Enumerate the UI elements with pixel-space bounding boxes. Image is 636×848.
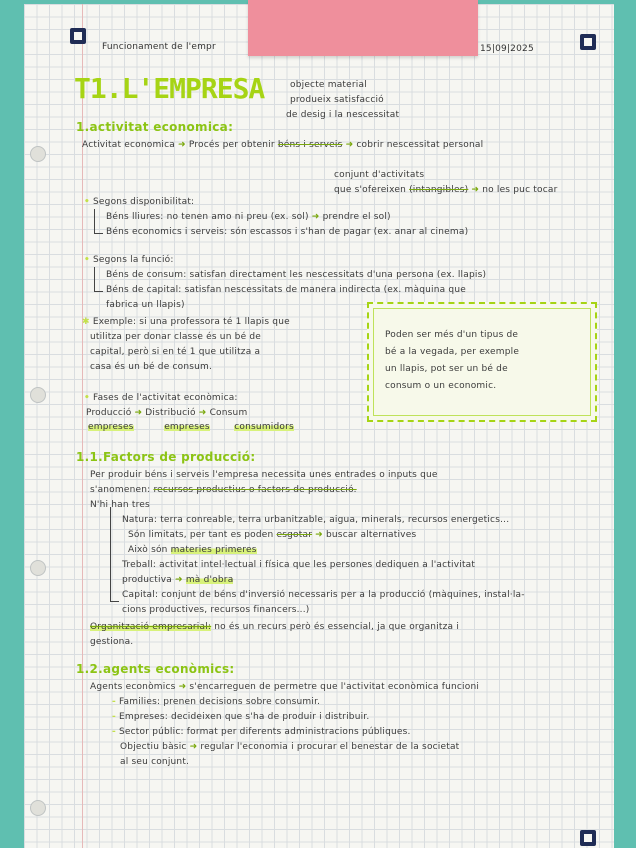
text-line: Natura: terra conreable, terra urbanitzable, aigua, minerals, recursos energetics...	[122, 515, 510, 525]
sticky-note	[248, 0, 478, 56]
text-line: Objectiu bàsic ➜ regular l'economia i procurar el benestar de la societat	[120, 742, 460, 752]
phase-actors: empreses empreses consumidors	[88, 422, 294, 432]
notebook-page	[24, 4, 614, 848]
example-line: utilitza per donar classe és un bé de	[90, 332, 262, 342]
example-line: ✱ Exemple: si una professora té 1 llapis que	[82, 317, 290, 327]
text-line: Capital: conjunt de béns d'inversió necessaris per a la producció (màquines, instal·la-	[122, 590, 525, 600]
list-item: - Sector públic: format per diferents administracions públiques.	[112, 727, 411, 737]
example-line: capital, però si en té 1 que utilitza a	[90, 347, 261, 357]
binder-hole	[30, 387, 46, 403]
text-line: Béns de capital: satisfan nescessitats de manera indirecta (ex. màquina que	[106, 285, 466, 295]
example-line: casa és un bé de consum.	[90, 362, 213, 372]
text-line: Organització empresarial: no és un recurs però és essencial, ja que organitza i	[90, 622, 460, 632]
text-line: s'anomenen: recursos productius o factors de producció.	[90, 485, 357, 495]
list-item: - Empreses: decideixen que s'ha de produir i distribuir.	[112, 712, 370, 722]
callout-line: bé a la vegada, per exemple	[385, 347, 520, 357]
top-note: objecte material	[290, 80, 367, 90]
text-line: Béns economics i serveis: són escassos i s'han de pagar (ex. anar al cinema)	[106, 227, 469, 237]
text-line: Béns de consum: satisfan directament les nescessitats d'una persona (ex. llapis)	[106, 270, 487, 280]
callout-line: consum o un economic.	[385, 381, 497, 391]
top-note: de desig i la nescessitat	[286, 110, 400, 120]
binder-hole	[30, 560, 46, 576]
text-line: Per produir béns i serveis l'empresa necessita unes entrades o inputs que	[90, 470, 438, 480]
list-item: - Families: prenen decisions sobre consumir.	[112, 697, 321, 707]
callout-line: Poden ser més d'un tipus de	[385, 330, 519, 340]
text-line: productiva ➜ mà d'obra	[122, 575, 234, 585]
text-line: Són limitats, per tant es poden esgotar ➜ buscar alternatives	[128, 530, 417, 540]
bullet-title: • Segons disponibilitat:	[84, 197, 195, 207]
callout-box	[367, 302, 597, 422]
text-line: Agents econòmics ➜ s'encarreguen de permetre que l'activitat econòmica funcioni	[90, 682, 480, 692]
callout-line: un llapis, pot ser un bé de	[385, 364, 508, 374]
text-line: Això són materies primeres	[128, 545, 257, 555]
text-line: N'hi han tres	[90, 500, 150, 510]
text-line: gestiona.	[90, 637, 134, 647]
corner-marker-icon	[580, 34, 596, 50]
text-line: Treball: activitat intel·lectual i física que les persones dediquen a l'activitat	[122, 560, 476, 570]
text-line: que s'ofereixen (intangibles) ➜ no les puc tocar	[334, 185, 558, 195]
section-heading: 1.activitat economica:	[76, 120, 234, 134]
text-line: fabrica un llapis)	[106, 300, 185, 310]
bullet-title: • Segons la funció:	[84, 255, 174, 265]
header-date: 15|09|2025	[480, 44, 534, 54]
text-line: conjunt d'activitats	[334, 170, 425, 180]
binder-hole	[30, 146, 46, 162]
bullet-title: • Fases de l'activitat econòmica:	[84, 393, 238, 403]
text-line: Activitat economica ➜ Procés per obtenir béns i serveis ➜ cobrir nescessitat personal	[82, 140, 484, 150]
top-note: produeix satisfacció	[290, 95, 384, 105]
header-label: Funcionament de l'empr	[102, 42, 216, 52]
page-title: T1.L'EMPRESA	[74, 72, 265, 105]
section-heading: 1.1.Factors de producció:	[76, 450, 256, 464]
text-line: Béns lliures: no tenen amo ni preu (ex. sol) ➜ prendre el sol)	[106, 212, 391, 222]
phase-flow: Producció ➜ Distribució ➜ Consum	[86, 408, 248, 418]
section-heading: 1.2.agents econòmics:	[76, 662, 235, 676]
corner-marker-icon	[70, 28, 86, 44]
corner-marker-icon	[580, 830, 596, 846]
text-line: cions productives, recursos financers...)	[122, 605, 310, 615]
binder-hole	[30, 800, 46, 816]
text-line: al seu conjunt.	[120, 757, 190, 767]
